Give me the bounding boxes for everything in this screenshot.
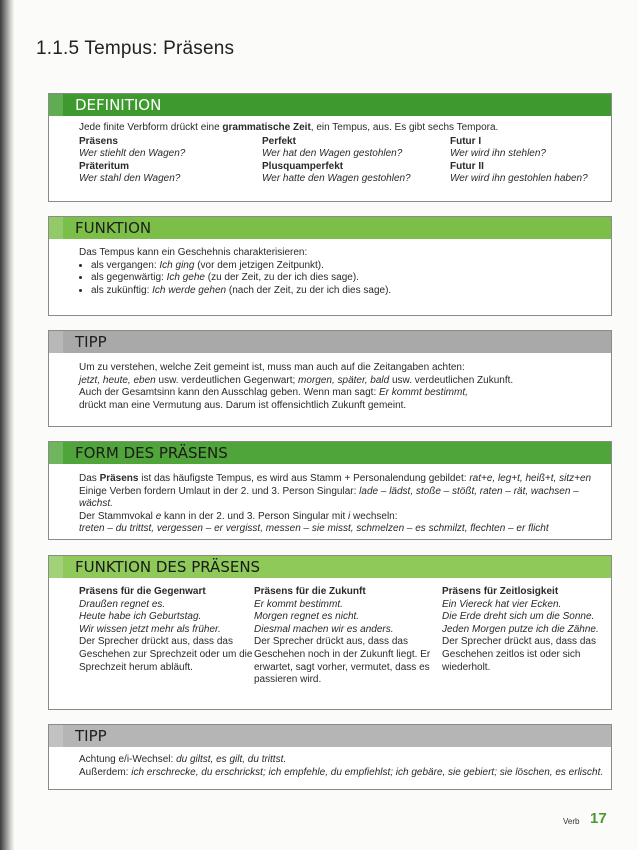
funktion-header <box>49 217 611 239</box>
form-line <box>79 511 601 524</box>
item-text: (nach der Zeit, zu der ich dies sage). <box>226 284 392 296</box>
tipp2-text: Achtung e/i-Wechsel: <box>79 754 177 765</box>
tipp2-box <box>48 724 612 790</box>
item-text: (zu der Zeit, zu der ich dies sage). <box>204 272 359 284</box>
tipp2-header-label: TIPP <box>75 727 107 745</box>
funktion-praesens-header <box>49 556 611 578</box>
tipp-body <box>49 353 611 418</box>
header-stripe <box>49 725 63 747</box>
tense-name: Präteritum <box>79 160 130 172</box>
column-example: Morgen regnet es nicht. <box>254 611 360 623</box>
funktion-praesens-header-label: FUNKTION DES PRÄSENS <box>75 558 261 576</box>
page-title: 1.1.5 Tempus: Präsens <box>36 38 235 59</box>
page-number: 17 <box>590 810 607 827</box>
form-bold: Präsens <box>99 473 139 484</box>
tipp-line: drückt man eine Vermutung aus. Darum ist offensichtlich Zukunft gemeint. <box>79 399 407 411</box>
form-line <box>79 486 601 511</box>
item-example: Ich ging <box>159 259 195 271</box>
funktion-intro: Das Tempus kann ein Geschehnis charakterisieren: <box>79 247 308 258</box>
header-stripe <box>49 217 63 239</box>
form-header <box>49 442 611 464</box>
tense-example: Wer wird ihn stehlen? <box>450 148 546 160</box>
tipp-example: jetzt, heute, eben <box>79 374 156 386</box>
funktion-praesens-body <box>49 578 611 693</box>
column-zeitlosigkeit <box>442 586 602 687</box>
funktion-box <box>48 216 612 316</box>
tense-name: Futur II <box>450 160 484 172</box>
funktion-header-label: FUNKTION <box>75 219 152 237</box>
tipp-box <box>48 330 612 427</box>
form-example: rat+e, leg+t, heiß+t, sitz+en <box>469 473 592 484</box>
definition-body <box>49 116 611 192</box>
form-example: i <box>348 510 351 522</box>
tipp-header <box>49 331 611 353</box>
form-text: Einige Verben fordern Umlaut in der 2. und 3. Person Singular: <box>79 485 360 497</box>
column-text: Der Sprecher drückt aus, dass das Geschehen noch in der Zukunft liegt. Er erwartet, sagt vorher, vermutet, dass es passieren wird. <box>254 636 431 686</box>
form-text: Das <box>79 473 100 484</box>
tense-example: Wer wird ihn gestohlen haben? <box>450 173 588 185</box>
item-example: Ich werde gehen <box>152 284 227 296</box>
tipp-text: Auch der Gesamtsinn kann den Ausschlag geben. Wenn man sagt: <box>79 387 379 399</box>
column-gegenwart <box>79 586 254 687</box>
tipp-example: morgen, später, bald <box>298 374 390 386</box>
definition-box <box>48 93 612 202</box>
intro-text-end: , ein Tempus, aus. Es gibt sechs Tempora. <box>310 122 499 133</box>
funktion-list <box>79 260 601 298</box>
funktion-columns <box>79 586 601 687</box>
tipp2-body <box>49 747 611 785</box>
column-example: Er kommt bestimmt. <box>254 598 343 610</box>
column-text: Der Sprecher drückt aus, dass das Geschehen zeitlos ist oder sich wiederholt. <box>442 636 596 673</box>
form-example: e <box>155 510 162 522</box>
item-example: Ich gehe <box>166 272 205 284</box>
item-text: als zukünftig: <box>91 284 153 296</box>
form-example: lade – lädst, stoße – stößt, raten – rät, wachsen – wächst. <box>79 485 579 510</box>
funktion-praesens-box <box>48 555 612 710</box>
tipp2-header <box>49 725 611 747</box>
header-stripe <box>49 331 63 353</box>
item-text: (vor dem jetzigen Zeitpunkt). <box>194 259 324 271</box>
tipp2-line <box>79 754 601 767</box>
column-zukunft <box>254 586 442 687</box>
header-stripe <box>49 94 63 116</box>
form-body <box>49 464 611 542</box>
tipp2-example: du giltst, es gilt, du trittst. <box>176 754 287 765</box>
tipp-line <box>79 375 601 388</box>
definition-header <box>49 94 611 116</box>
form-box <box>48 441 612 540</box>
column-title: Präsens für die Zukunft <box>254 586 366 597</box>
form-text: wechseln: <box>350 510 398 522</box>
form-line: treten – du trittst, vergessen – er vergisst, messen – sie misst, schmelzen – es schmilzt, flechten – er flicht <box>79 523 549 535</box>
form-text: kann in der 2. und 3. Person Singular mit <box>161 510 349 522</box>
form-line <box>79 473 601 486</box>
tipp2-example: ich erschrecke, du erschrickst; ich empfehle, du empfiehlst; ich gebäre, sie gebiert; sie löschen, es erlischt. <box>131 766 604 778</box>
intro-bold: grammatische Zeit <box>222 122 311 133</box>
definition-header-label: DEFINITION <box>75 96 162 114</box>
tense-example: Wer hat den Wagen gestohlen? <box>262 148 403 160</box>
column-example: Diesmal machen wir es anders. <box>254 623 394 635</box>
tense-name: Plusquamperfekt <box>262 160 344 172</box>
header-stripe <box>49 556 63 578</box>
column-example: Ein Viereck hat vier Ecken. <box>442 598 562 610</box>
form-text: Der Stammvokal <box>79 510 156 522</box>
column-example: Jeden Morgen putze ich die Zähne. <box>442 623 599 635</box>
tipp-header-label: TIPP <box>75 333 107 351</box>
tipp-example: Er kommt bestimmt, <box>379 387 468 399</box>
tipp2-line <box>79 766 604 780</box>
tense-grid <box>79 136 601 186</box>
tense-name: Präsens <box>79 135 118 147</box>
tense-example: Wer stahl den Wagen? <box>79 173 181 185</box>
list-item <box>91 285 601 298</box>
list-item <box>91 260 601 273</box>
tipp2-text: Außerdem: <box>79 766 132 778</box>
column-example: Wir wissen jetzt mehr als früher. <box>79 623 221 635</box>
tipp-text: usw. verdeutlichen Zukunft. <box>389 374 514 386</box>
tipp-text: usw. verdeutlichen Gegenwart; <box>155 374 299 386</box>
intro-text: Jede finite Verbform drückt eine <box>79 122 223 133</box>
column-example: Draußen regnet es. <box>79 598 166 610</box>
column-example: Heute habe ich Geburtstag. <box>79 611 202 623</box>
column-text: Der Sprecher drückt aus, dass das Geschehen zur Sprechzeit oder um die Sprechzeit herum abläuft. <box>79 636 253 673</box>
form-header-label: FORM DES PRÄSENS <box>75 444 228 462</box>
tense-name: Futur I <box>450 135 482 147</box>
funktion-body <box>49 239 611 303</box>
header-stripe <box>49 442 63 464</box>
book-spine-shadow <box>0 0 14 850</box>
item-text: als vergangen: <box>91 259 160 271</box>
tense-name: Perfekt <box>262 135 296 147</box>
footer-section-label: Verb <box>563 817 580 826</box>
tipp-line <box>79 387 601 400</box>
column-title: Präsens für Zeitlosigkeit <box>442 586 559 597</box>
list-item <box>91 272 601 285</box>
tipp-line: Um zu verstehen, welche Zeit gemeint ist, muss man auch auf die Zeitangaben achten: <box>79 362 465 373</box>
form-text: ist das häufigste Tempus, es wird aus Stamm + Personalendung gebildet: <box>138 473 470 484</box>
tense-example: Wer stiehlt den Wagen? <box>79 148 186 160</box>
tense-example: Wer hatte den Wagen gestohlen? <box>262 173 411 185</box>
column-title: Präsens für die Gegenwart <box>79 586 206 597</box>
column-example: Die Erde dreht sich um die Sonne. <box>442 611 595 623</box>
item-text: als gegenwärtig: <box>91 272 167 284</box>
definition-intro <box>79 122 601 135</box>
